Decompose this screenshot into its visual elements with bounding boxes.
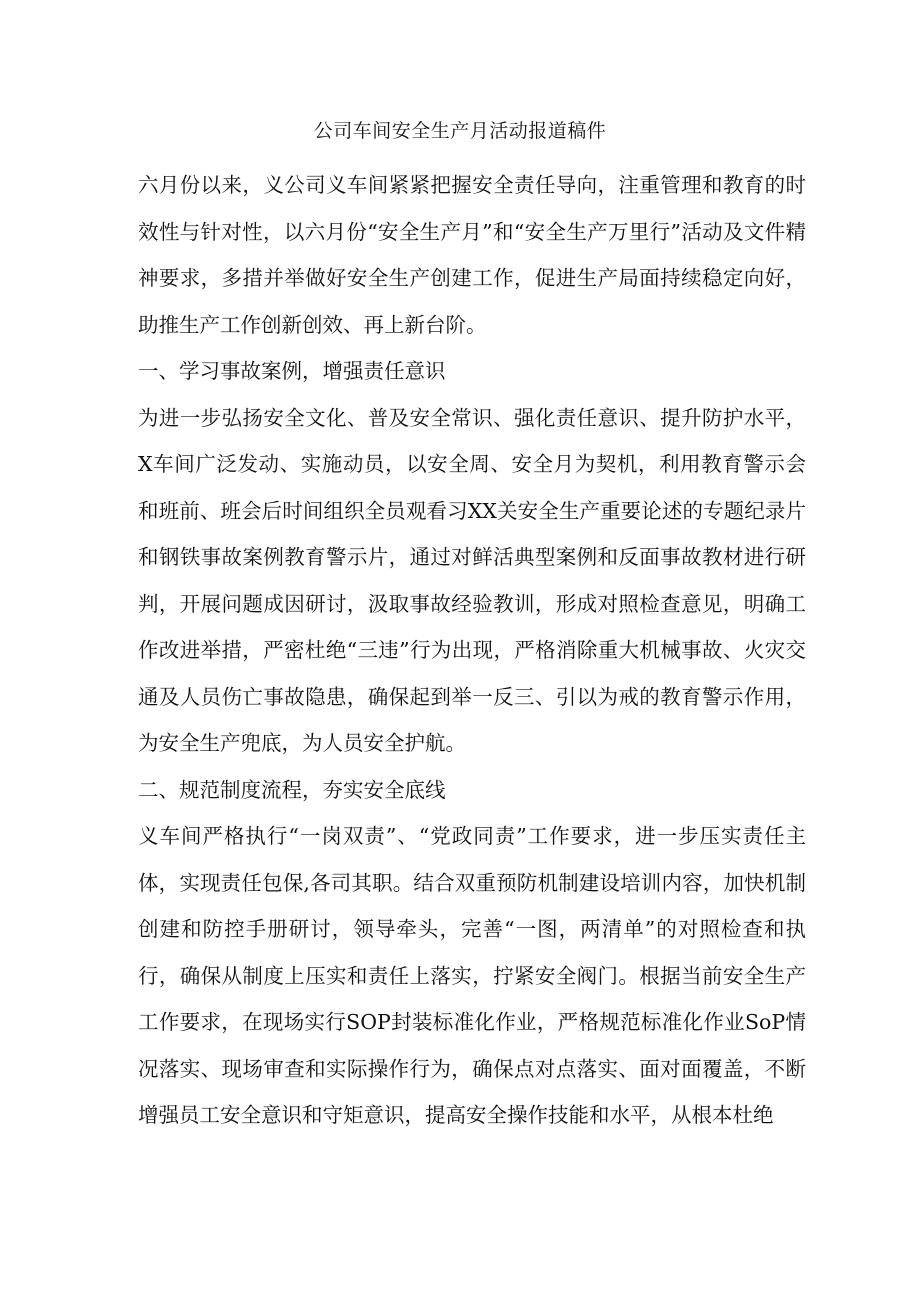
section-heading-1: 一、学习事故案例，增强责任意识 xyxy=(138,359,446,383)
intro-paragraph: 六月份以来，义公司义车间紧紧把握安全责任导向，注重管理和教育的时效性与针对性，以六月份“安全生产月”和“安全生产万里行”活动及文件精神要求，多措并举做好安全生产创建工作，促进生产局面持续稳定向好，助推生产工作创新创效、再上新台阶。 xyxy=(138,173,806,337)
section-paragraph-1: 为进一步弘扬安全文化、普及安全常识、强化责任意识、提升防护水平，X车间广泛发动、实施动员，以安全周、安全月为契机，利用教育警示会和班前、班会后时间组织全员观看习XX关安全生产重要论述的专题纪录片和钢铁事故案例教育警示片，通过对鲜活典型案例和反面事故教材进行研判，开展问题成因研讨，汲取事故经验教训，形成对照检查意见，明确工作改进举措，严密杜绝“三违”行为出现，严格消除重大机械事故、火灾交通及人员伤亡事故隐患，确保起到举一反三、引以为戒的教育警示作用，为安全生产兜底，为人员安全护航。 xyxy=(138,405,806,755)
section-heading-2: 二、规范制度流程，夯实安全底线 xyxy=(138,777,446,802)
document-title: 公司车间安全生产月活动报道稿件 xyxy=(313,120,607,142)
document-body xyxy=(138,162,806,1139)
section-paragraph-2: 义车间严格执行“一岗双责”、“党政同责”工作要求，进一步压实责任主体，实现责任包保,各司其职。结合双重预防机制建设培训内容，加快机制创建和防控手册研讨，领导牵头，完善“一图，两清单”的对照检查和执行，确保从制度上压实和责任上落实，拧紧安全阀门。根据当前安全生产工作要求，在现场实行SOP封装标准化作业，严格规范标准化作业SoP情况落实、现场审查和实际操作行为，确保点对点落实、面对面覆盖，不断增强员工安全意识和守矩意识，提高安全操作技能和水平，从根本杜绝 xyxy=(138,824,806,1127)
